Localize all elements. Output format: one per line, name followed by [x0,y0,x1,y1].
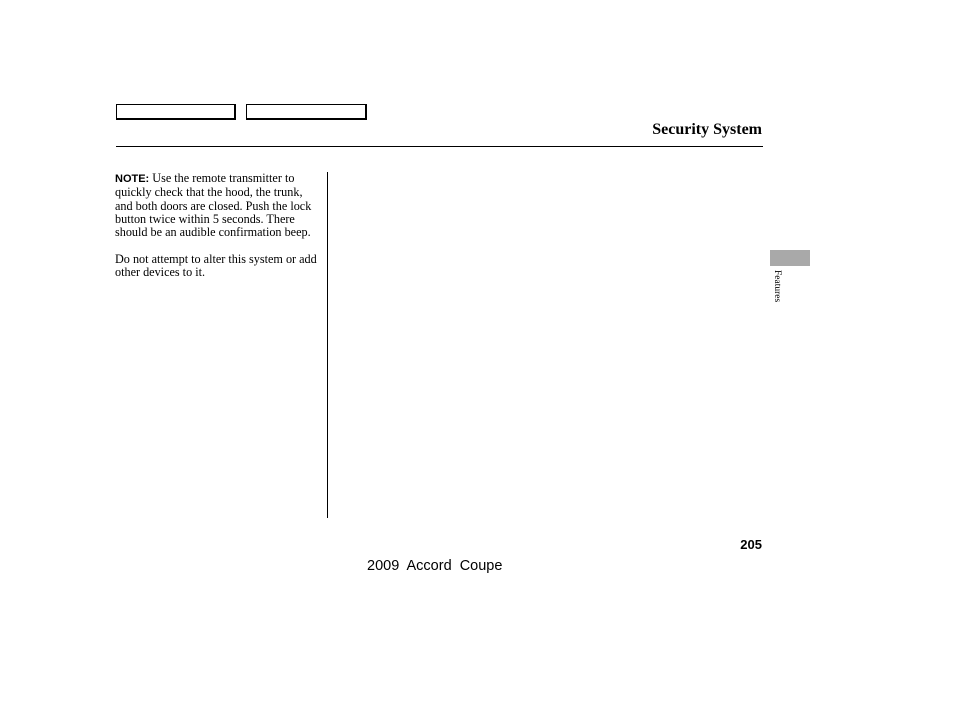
header-divider [116,146,763,147]
footer-model-name: 2009 Accord Coupe [367,558,503,574]
page-number: 205 [740,537,762,552]
section-tab-label: Features [772,270,782,303]
note-label: NOTE: [115,173,150,185]
nav-button-previous[interactable] [116,104,236,120]
left-column [115,172,320,293]
column-divider [327,172,328,518]
warning-paragraph: Do not attempt to alter this system or add other devices to it. [115,251,317,280]
page-title: Security System [652,121,762,138]
note-text: Use the remote transmitter to quickly check that the hood, the trunk, and both doors are closed. Push the lock button twice within 5 seconds. There should be an audible confirmation beep. [115,171,312,240]
section-tab-marker [770,250,810,266]
nav-button-next[interactable] [246,104,367,120]
note-paragraph [115,172,320,239]
